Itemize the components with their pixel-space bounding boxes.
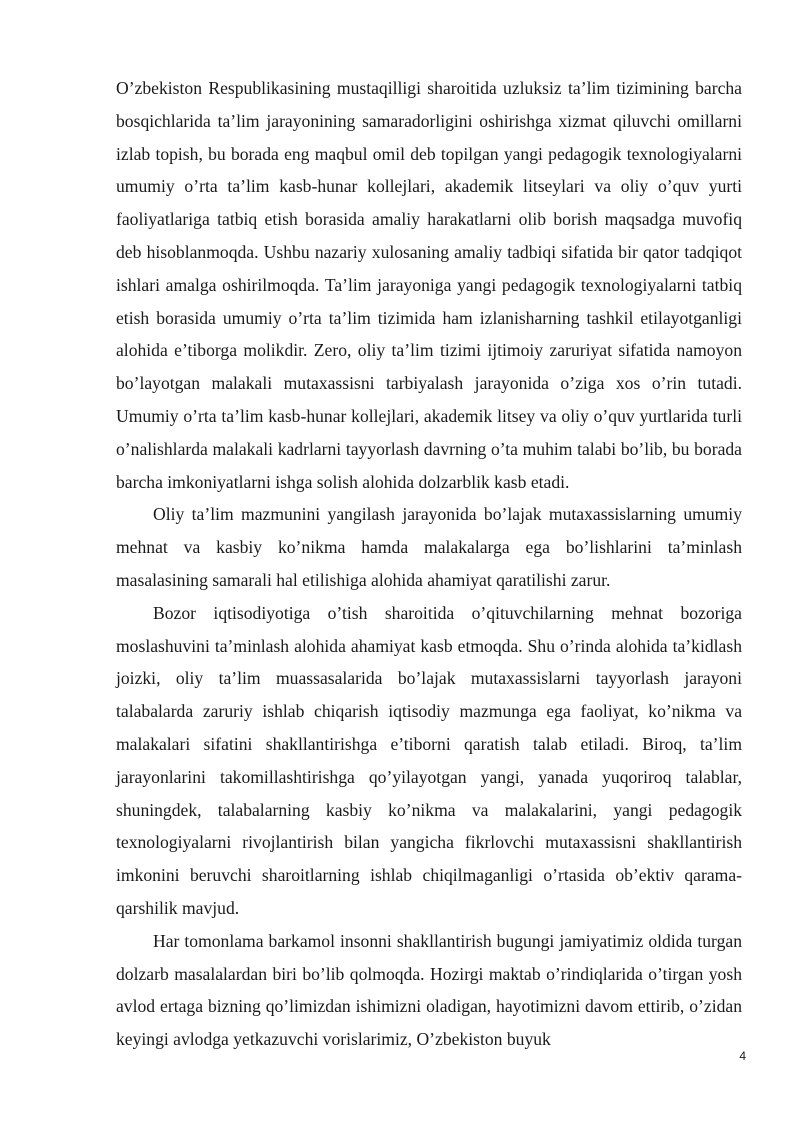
paragraph-2: Oliy ta’lim mazmunini yangilash jarayonida bo’lajak mutaxassislarning umumiy mehnat va kasbiy ko’nikma hamda malakalarga ega bo’lishlarini ta’minlash masalasining samarali hal etilishiga alohida ahamiyat qaratilishi zarur. xyxy=(116,504,742,590)
body-text xyxy=(116,72,742,1056)
paragraph-3: Bozor iqtisodiyotiga o’tish sharoitida o’qituvchilarning mehnat bozoriga moslashuvini ta’minlash alohida ahamiyat kasb etmoqda. Shu o’rinda alohida ta’kidlash joizki, oliy ta’lim muassasalarida bo’lajak mutaxassislarni tayyorlash jarayoni talabalarda zaruriy ishlab chiqarish iqtisodiy mazmunga ega faoliyat, ko’nikma va malakalari sifatini shakllantirishga e’tiborni qaratish talab etiladi. Biroq, ta’lim jarayonlarini takomillashtirishga qo’yilayotgan yangi, yanada yuqoriroq talablar, shuningdek, talabalarning kasbiy ko’nikma va malakalarini, yangi pedagogik texnologiyalarni rivojlantirish bilan yangicha fikrlovchi mutaxassisni shakllantirish imkonini beruvchi sharoitlarning ishlab chiqilmaganligi o’rtasida ob’ektiv qarama-qarshilik mavjud. xyxy=(116,602,742,918)
paragraph-1: O’zbekiston Respublikasining mustaqilligi sharoitida uzluksiz ta’lim tizimining barcha bosqichlarida ta’lim jarayonining samaradorligini oshirishga xizmat qiluvchi omillarni izlab topish, bu borada eng maqbul omil deb topilgan yangi pedagogik texnologiyalarni umumiy o’rta ta’lim kasb-hunar kollejlari, akademik litseylari va oliy o’quv yurti faoliyatlariga tatbiq etish borasida amaliy harakatlarni olib borish maqsadga muvofiq deb hisoblanmoqda. Ushbu nazariy xulosaning amaliy tadbiqi sifatida bir qator tadqiqot ishlari amalga oshirilmoqda. Ta’lim jarayoniga yangi pedagogik texnologiyalarni tatbiq etish borasida umumiy o’rta ta’lim tizimida ham izlanisharning tashkil etilayotganligi alohida e’tiborga molikdir. Zero, oliy ta’lim tizimi ijtimoiy zaruriyat sifatida namoyon bo’layotgan malakali mutaxassisni tarbiyalash jarayonida o’ziga xos o’rin tutadi. Umumiy o’rta ta’lim kasb-hunar kollejlari, akademik litsey va oliy o’quv yurtlarida turli o’nalishlarda malakali kadrlarni tayyorlash davrning o’ta muhim talabi bo’lib, bu borada barcha imkoniyatlarni ishga solish alohida dolzarblik kasb etadi. xyxy=(116,78,742,492)
paragraph-4: Har tomonlama barkamol insonni shakllantirish bugungi jamiyatimiz oldida turgan dolzarb masalalardan biri bo’lib qolmoqda. Hozirgi maktab o’rindiqlarida o’tirgan yosh avlod ertaga bizning qo’limizdan ishimizni oladigan, hayotimizni davom ettirib, o’zidan keyingi avlodga yetkazuvchi vorislarimiz, O’zbekiston buyuk xyxy=(116,930,742,1050)
page-number: 4 xyxy=(739,1049,746,1063)
